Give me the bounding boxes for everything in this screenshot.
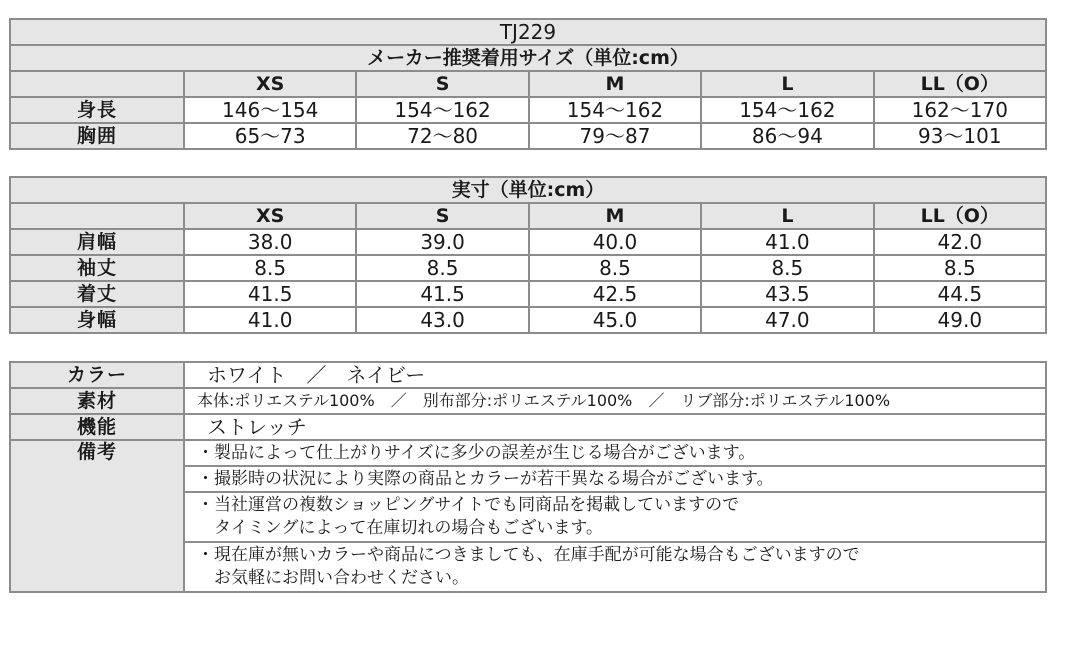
cell-value: 8.5: [356, 255, 528, 281]
function-value: ストレッチ: [184, 414, 1046, 440]
table-row: [10, 388, 1046, 414]
size-header-xs: XS: [184, 203, 356, 229]
size-header-xs: XS: [184, 71, 356, 97]
table-row: [10, 414, 1046, 440]
cell-value: 154〜162: [356, 97, 528, 123]
color-value: ホワイト ／ ネイビー: [184, 362, 1046, 388]
size-header-ll: LL（O）: [874, 203, 1046, 229]
cell-value: 49.0: [874, 307, 1046, 333]
row-label-sleeve: 袖丈: [10, 255, 184, 281]
cell-value: 42.0: [874, 229, 1046, 255]
cell-value: 72〜80: [356, 123, 528, 149]
note-line: ・撮影時の状況により実際の商品とカラーが若干異なる場合がございます。: [197, 468, 774, 489]
cell-value: 65〜73: [184, 123, 356, 149]
model-number: TJ229: [10, 19, 1046, 45]
note-line: お気軽にお問い合わせください。: [197, 568, 469, 588]
table-row: [10, 97, 1046, 123]
recommended-size-table: [9, 18, 1047, 150]
recommended-size-title: メーカー推奨着用サイズ（単位:cm）: [10, 45, 1046, 71]
cell-value: 43.5: [701, 281, 873, 307]
cell-value: 154〜162: [701, 97, 873, 123]
cell-value: 8.5: [529, 255, 701, 281]
material-label: 素材: [10, 388, 184, 414]
row-label-height: 身長: [10, 97, 184, 123]
note-line: タイミングによって在庫切れの場合もございます。: [197, 518, 603, 538]
size-header-m: M: [529, 203, 701, 229]
cell-value: 146〜154: [184, 97, 356, 123]
size-header-s: S: [356, 71, 528, 97]
size-header-l: L: [701, 203, 873, 229]
product-info-table: [9, 361, 1047, 593]
note-line: ・製品によって仕上がりサイズに多少の誤差が生じる場合がございます。: [197, 442, 756, 463]
table-row: [10, 229, 1046, 255]
cell-value: 41.5: [356, 281, 528, 307]
note-item: [184, 440, 1046, 466]
cell-value: 39.0: [356, 229, 528, 255]
cell-value: 8.5: [874, 255, 1046, 281]
table-row: [10, 362, 1046, 388]
table-row: [10, 307, 1046, 333]
cell-value: 40.0: [529, 229, 701, 255]
actual-size-title: 実寸（単位:cm）: [10, 177, 1046, 203]
note-item: [184, 492, 1046, 542]
row-label-chest: 胸囲: [10, 123, 184, 149]
table-row: [10, 255, 1046, 281]
table-row: [10, 123, 1046, 149]
size-header-m: M: [529, 71, 701, 97]
cell-value: 93〜101: [874, 123, 1046, 149]
table-row: [10, 440, 1046, 466]
table-row: [10, 281, 1046, 307]
size-header-s: S: [356, 203, 528, 229]
cell-value: 42.5: [529, 281, 701, 307]
cell-value: 8.5: [184, 255, 356, 281]
size-header-l: L: [701, 71, 873, 97]
cell-value: 154〜162: [529, 97, 701, 123]
cell-value: 47.0: [701, 307, 873, 333]
size-header-ll: LL（O）: [874, 71, 1046, 97]
color-label: カラー: [10, 362, 184, 388]
row-label-length: 着丈: [10, 281, 184, 307]
cell-value: 41.0: [184, 307, 356, 333]
cell-value: 8.5: [701, 255, 873, 281]
note-line: ・現在庫が無いカラーや商品につきましても、在庫手配が可能な場合もございますので: [197, 545, 860, 565]
cell-value: 45.0: [529, 307, 701, 333]
cell-value: 44.5: [874, 281, 1046, 307]
cell-value: 41.0: [701, 229, 873, 255]
cell-value: 86〜94: [701, 123, 873, 149]
note-item: [184, 542, 1046, 592]
material-value: 本体:ポリエステル100% ／ 別布部分:ポリエステル100% ／ リブ部分:ポリエステル100%: [184, 388, 1046, 414]
row-label-shoulder: 肩幅: [10, 229, 184, 255]
notes-label: 備考: [10, 440, 184, 592]
row-label-body-width: 身幅: [10, 307, 184, 333]
cell-value: 41.5: [184, 281, 356, 307]
actual-size-table: [9, 176, 1047, 334]
note-item: [184, 466, 1046, 492]
cell-value: 38.0: [184, 229, 356, 255]
function-label: 機能: [10, 414, 184, 440]
note-line: ・当社運営の複数ショッピングサイトでも同商品を掲載していますので: [197, 495, 740, 515]
cell-value: 43.0: [356, 307, 528, 333]
cell-value: 79〜87: [529, 123, 701, 149]
size-header-corner: [10, 71, 184, 97]
size-header-corner: [10, 203, 184, 229]
cell-value: 162〜170: [874, 97, 1046, 123]
